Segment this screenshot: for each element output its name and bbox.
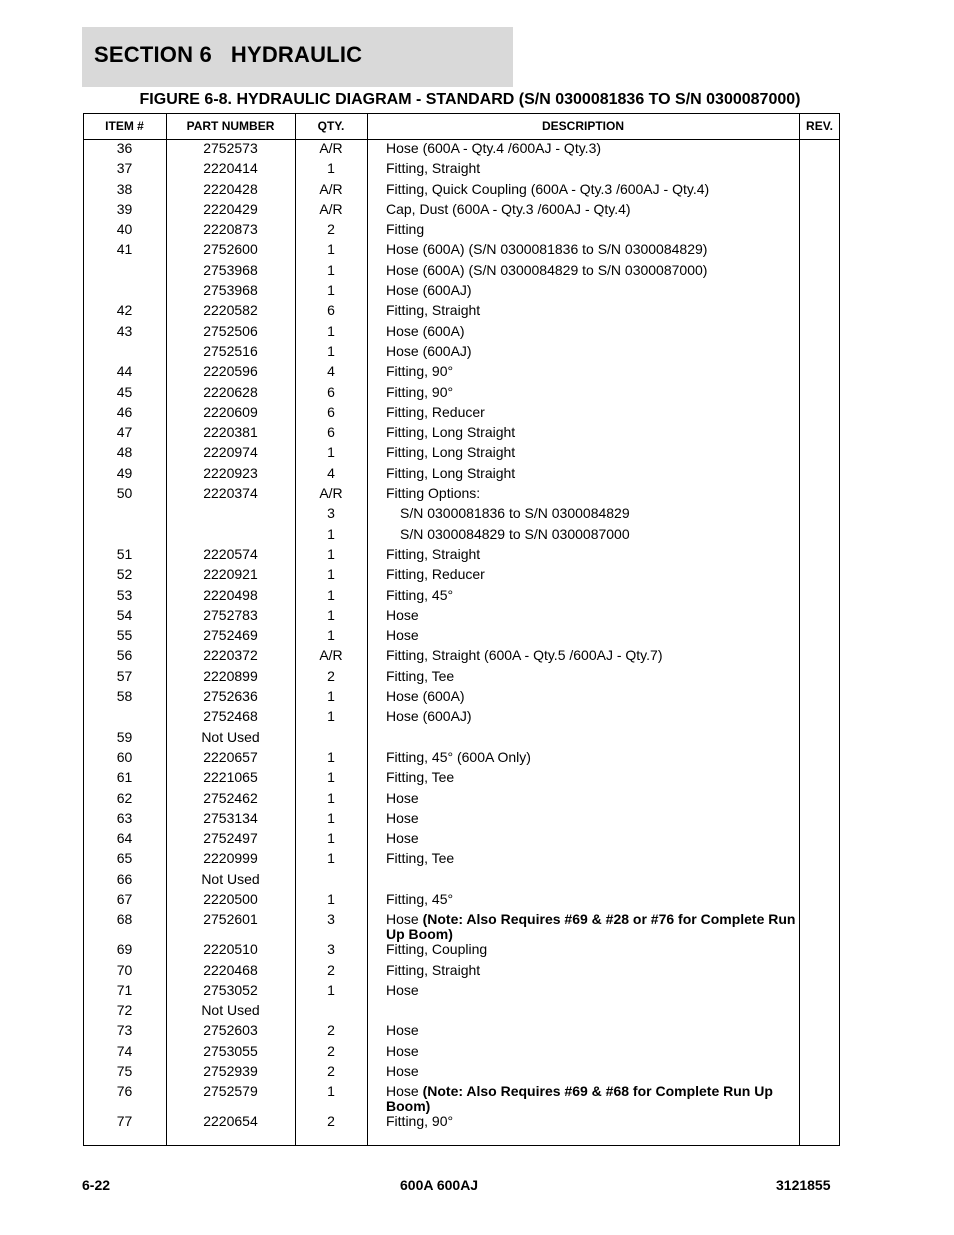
qty-cell: 1 bbox=[327, 261, 335, 278]
table-row bbox=[83, 730, 840, 750]
item-number-cell: 45 bbox=[116, 383, 133, 400]
description-text: Hose (600A) bbox=[386, 322, 465, 339]
qty-cell: 1 bbox=[327, 769, 335, 786]
column-header-item: ITEM # bbox=[105, 119, 144, 133]
table-row bbox=[83, 202, 840, 222]
description-cell bbox=[386, 445, 796, 460]
item-number-cell: 71 bbox=[116, 981, 133, 998]
item-number-cell: 70 bbox=[116, 961, 133, 978]
part-number-cell: 2220654 bbox=[203, 1113, 258, 1130]
description-text: Hose bbox=[386, 627, 419, 644]
description-text: Fitting, Tee bbox=[386, 667, 455, 684]
table-row bbox=[83, 689, 840, 709]
table-row bbox=[83, 445, 840, 465]
description-text: Fitting, 45° bbox=[386, 890, 454, 907]
part-number-cell: 2220510 bbox=[203, 941, 258, 958]
part-number-cell: 2752573 bbox=[203, 140, 258, 156]
description-cell bbox=[386, 689, 796, 704]
description-text: Fitting, Straight bbox=[386, 961, 481, 978]
table-row bbox=[83, 942, 840, 962]
column-header-part-number: PART NUMBER bbox=[186, 119, 275, 133]
description-cell bbox=[386, 791, 796, 806]
part-number-cell: 2220574 bbox=[203, 545, 258, 562]
description-cell bbox=[400, 527, 810, 542]
part-number-cell: 2220873 bbox=[203, 221, 258, 238]
qty-cell: 4 bbox=[327, 464, 335, 481]
item-number-cell: 38 bbox=[116, 180, 133, 197]
qty-cell: 1 bbox=[327, 789, 335, 806]
description-text: Cap, Dust (600A - Qty.3 /600AJ - Qty.4) bbox=[386, 200, 631, 217]
qty-cell: 6 bbox=[327, 302, 335, 319]
description-cell bbox=[386, 851, 796, 866]
description-text: Fitting, 90° bbox=[386, 363, 454, 380]
item-number-cell: 63 bbox=[116, 809, 133, 826]
table-row bbox=[83, 588, 840, 608]
description-text: Fitting, Tee bbox=[386, 850, 455, 867]
description-text: Fitting, 90° bbox=[386, 1113, 454, 1130]
description-text: Fitting, Straight (600A - Qty.5 /600AJ - Qty.7) bbox=[386, 647, 663, 664]
item-number-cell: 51 bbox=[116, 545, 133, 562]
description-cell bbox=[386, 892, 796, 907]
table-row bbox=[83, 770, 840, 790]
description-cell bbox=[386, 872, 796, 887]
item-number-cell: 59 bbox=[116, 728, 133, 745]
table-row bbox=[83, 161, 840, 181]
qty-cell: 1 bbox=[327, 545, 335, 562]
part-number-cell: 2753055 bbox=[203, 1042, 258, 1059]
description-cell bbox=[386, 344, 796, 359]
description-text: S/N 0300084829 to S/N 0300087000 bbox=[400, 525, 630, 542]
part-number-cell: 2220428 bbox=[203, 180, 258, 197]
item-number-cell: 49 bbox=[116, 464, 133, 481]
footer-page-number: 6-22 bbox=[82, 1177, 111, 1193]
table-row bbox=[83, 912, 840, 942]
description-text: Fitting, Long Straight bbox=[386, 444, 516, 461]
qty-cell: 1 bbox=[327, 241, 335, 258]
qty-cell: 1 bbox=[327, 748, 335, 765]
table-row bbox=[83, 669, 840, 689]
description-cell bbox=[386, 709, 796, 724]
description-text: Hose bbox=[386, 830, 419, 847]
item-number-cell: 68 bbox=[116, 911, 133, 928]
part-number-cell: 2220974 bbox=[203, 444, 258, 461]
description-cell bbox=[386, 942, 796, 957]
part-number-cell: 2220374 bbox=[203, 485, 258, 502]
item-number-cell: 64 bbox=[116, 830, 133, 847]
item-number-cell: 74 bbox=[116, 1042, 133, 1059]
table-row bbox=[83, 872, 840, 892]
part-number-cell: 2752783 bbox=[203, 606, 258, 623]
description-cell bbox=[386, 811, 796, 826]
qty-cell: 6 bbox=[327, 424, 335, 441]
table-row bbox=[83, 983, 840, 1003]
item-number-cell: 75 bbox=[116, 1063, 133, 1080]
description-text: Hose (600A) bbox=[386, 688, 465, 705]
item-number-cell: 55 bbox=[116, 627, 133, 644]
part-number-cell: 2220657 bbox=[203, 748, 258, 765]
table-row bbox=[83, 567, 840, 587]
item-number-cell: 60 bbox=[116, 748, 133, 765]
description-cell bbox=[386, 608, 796, 623]
description-text: Fitting, Tee bbox=[386, 769, 455, 786]
description-cell bbox=[386, 182, 796, 197]
description-cell bbox=[386, 1064, 796, 1079]
item-number-cell: 39 bbox=[116, 200, 133, 217]
table-row bbox=[83, 182, 840, 202]
description-cell bbox=[386, 486, 796, 501]
part-number-cell: 2220596 bbox=[203, 363, 258, 380]
part-number-cell: 2220429 bbox=[203, 200, 258, 217]
item-number-cell: 62 bbox=[116, 789, 133, 806]
qty-cell: A/R bbox=[319, 485, 343, 502]
table-row bbox=[83, 222, 840, 242]
table-row bbox=[83, 628, 840, 648]
qty-cell: 3 bbox=[327, 505, 335, 522]
qty-cell: 1 bbox=[327, 606, 335, 623]
description-text: Fitting, 90° bbox=[386, 383, 454, 400]
description-text: Fitting Options: bbox=[386, 485, 481, 502]
qty-cell: 2 bbox=[327, 1022, 335, 1039]
description-text: Fitting, Straight bbox=[386, 160, 481, 177]
description-text: Fitting, Reducer bbox=[386, 566, 485, 583]
item-number-cell: 50 bbox=[116, 485, 133, 502]
qty-cell: 1 bbox=[327, 890, 335, 907]
part-number-cell: 2753968 bbox=[203, 261, 258, 278]
column-header-description: DESCRIPTION bbox=[541, 119, 624, 133]
table-row bbox=[83, 1114, 840, 1134]
part-number-cell: 2221065 bbox=[203, 769, 258, 786]
description-text: Fitting, Straight bbox=[386, 302, 481, 319]
table-row bbox=[83, 963, 840, 983]
item-number-cell: 47 bbox=[116, 424, 133, 441]
table-row bbox=[83, 851, 840, 871]
footer-doc-number: 3121855 bbox=[776, 1177, 831, 1193]
part-number-cell: 2220372 bbox=[203, 647, 258, 664]
description-cell bbox=[386, 1114, 796, 1129]
description-cell bbox=[386, 324, 796, 339]
part-number-cell: 2752469 bbox=[203, 627, 258, 644]
description-text: Hose bbox=[386, 1083, 419, 1100]
description-cell bbox=[386, 283, 796, 298]
part-number-cell: 2752600 bbox=[203, 241, 258, 258]
qty-cell: 1 bbox=[327, 981, 335, 998]
description-cell bbox=[386, 912, 796, 942]
part-number-cell: Not Used bbox=[201, 870, 260, 887]
item-number-cell: 46 bbox=[116, 403, 133, 420]
column-header-qty: QTY. bbox=[317, 119, 345, 133]
description-note: (Note: Also Requires #69 & #68 for Complete Run Up Boom) bbox=[386, 1083, 773, 1115]
description-text: Fitting, Long Straight bbox=[386, 464, 516, 481]
qty-cell: 1 bbox=[327, 688, 335, 705]
description-cell bbox=[386, 1023, 796, 1038]
item-number-cell: 37 bbox=[116, 160, 133, 177]
description-cell bbox=[386, 385, 796, 400]
description-text: Hose bbox=[386, 1042, 419, 1059]
description-text: Hose bbox=[386, 1063, 419, 1080]
description-text: Hose (600AJ) bbox=[386, 282, 472, 299]
item-number-cell: 66 bbox=[116, 870, 133, 887]
description-cell bbox=[386, 648, 796, 663]
description-text: S/N 0300081836 to S/N 0300084829 bbox=[400, 505, 630, 522]
part-number-cell: 2752516 bbox=[203, 342, 258, 359]
part-number-cell: Not Used bbox=[201, 1002, 260, 1019]
description-text: Hose bbox=[386, 981, 419, 998]
part-number-cell: 2752497 bbox=[203, 830, 258, 847]
table-row bbox=[83, 791, 840, 811]
part-number-cell: Not Used bbox=[201, 728, 260, 745]
column-header-rev: REV. bbox=[806, 119, 833, 133]
qty-cell: 1 bbox=[327, 586, 335, 603]
description-cell bbox=[386, 202, 796, 217]
item-number-cell: 73 bbox=[116, 1022, 133, 1039]
item-number-cell: 43 bbox=[116, 322, 133, 339]
description-text: Hose bbox=[386, 1022, 419, 1039]
description-cell bbox=[386, 425, 796, 440]
item-number-cell: 42 bbox=[116, 302, 133, 319]
description-cell bbox=[386, 547, 796, 562]
table-row bbox=[83, 831, 840, 851]
qty-cell: 1 bbox=[327, 282, 335, 299]
description-text: Fitting, Coupling bbox=[386, 941, 488, 958]
description-text: Hose (600AJ) bbox=[386, 342, 472, 359]
table-row bbox=[83, 263, 840, 283]
section-title: SECTION 6 HYDRAULIC bbox=[94, 42, 363, 67]
qty-cell: A/R bbox=[319, 180, 343, 197]
description-cell bbox=[386, 770, 796, 785]
qty-cell: 1 bbox=[327, 444, 335, 461]
part-number-cell: 2752601 bbox=[203, 911, 258, 928]
description-text: Hose (600A) (S/N 0300081836 to S/N 0300084829) bbox=[386, 241, 708, 258]
part-number-cell: 2220582 bbox=[203, 302, 258, 319]
part-number-cell: 2220999 bbox=[203, 850, 258, 867]
description-cell bbox=[386, 161, 796, 176]
qty-cell: 3 bbox=[327, 911, 335, 928]
qty-cell: 1 bbox=[327, 809, 335, 826]
qty-cell: 1 bbox=[327, 708, 335, 725]
qty-cell: 2 bbox=[327, 961, 335, 978]
item-number-cell: 57 bbox=[116, 667, 133, 684]
description-text: Fitting, Straight bbox=[386, 545, 481, 562]
table-row bbox=[83, 425, 840, 445]
part-number-cell: 2220381 bbox=[203, 424, 258, 441]
description-cell bbox=[386, 364, 796, 379]
part-number-cell: 2752636 bbox=[203, 688, 258, 705]
qty-cell: 1 bbox=[327, 566, 335, 583]
description-cell bbox=[386, 1084, 796, 1114]
qty-cell: 6 bbox=[327, 403, 335, 420]
table-row bbox=[83, 364, 840, 384]
description-text: Hose (600A) (S/N 0300084829 to S/N 0300087000) bbox=[386, 261, 708, 278]
description-cell bbox=[386, 750, 796, 765]
table-row bbox=[83, 527, 840, 547]
description-cell bbox=[386, 983, 796, 998]
description-cell bbox=[386, 831, 796, 846]
table-body bbox=[83, 141, 840, 1135]
qty-cell: 2 bbox=[327, 1042, 335, 1059]
table-row bbox=[83, 344, 840, 364]
table-row bbox=[83, 385, 840, 405]
description-cell bbox=[386, 567, 796, 582]
description-cell bbox=[386, 963, 796, 978]
description-text: Fitting, Reducer bbox=[386, 403, 485, 420]
table-row bbox=[83, 1003, 840, 1023]
part-number-cell: 2220921 bbox=[203, 566, 258, 583]
part-number-cell: 2753134 bbox=[203, 809, 258, 826]
description-cell bbox=[400, 506, 810, 521]
qty-cell: 1 bbox=[327, 830, 335, 847]
description-cell bbox=[386, 303, 796, 318]
description-cell bbox=[386, 222, 796, 237]
table-row bbox=[83, 892, 840, 912]
item-number-cell: 56 bbox=[116, 647, 133, 664]
item-number-cell: 58 bbox=[116, 688, 133, 705]
qty-cell: 1 bbox=[327, 322, 335, 339]
part-number-cell: 2220899 bbox=[203, 667, 258, 684]
qty-cell: 1 bbox=[327, 160, 335, 177]
description-cell bbox=[386, 1003, 796, 1018]
description-cell bbox=[386, 588, 796, 603]
part-number-cell: 2220628 bbox=[203, 383, 258, 400]
item-number-cell: 69 bbox=[116, 941, 133, 958]
table-row bbox=[83, 547, 840, 567]
qty-cell: 2 bbox=[327, 667, 335, 684]
table-row bbox=[83, 750, 840, 770]
description-cell bbox=[386, 141, 796, 156]
description-text: Fitting, 45° (600A Only) bbox=[386, 748, 531, 765]
item-number-cell: 53 bbox=[116, 586, 133, 603]
table-row bbox=[83, 141, 840, 161]
table-row bbox=[83, 709, 840, 729]
part-number-cell: 2752506 bbox=[203, 322, 258, 339]
table-row bbox=[83, 648, 840, 668]
description-text: Fitting, Quick Coupling (600A - Qty.3 /600AJ - Qty.4) bbox=[386, 180, 710, 197]
part-number-cell: 2220498 bbox=[203, 586, 258, 603]
part-number-cell: 2753052 bbox=[203, 981, 258, 998]
description-cell bbox=[386, 466, 796, 481]
table-row bbox=[83, 608, 840, 628]
item-number-cell: 54 bbox=[116, 606, 133, 623]
item-number-cell: 36 bbox=[116, 140, 133, 156]
table-row bbox=[83, 303, 840, 323]
figure-title: FIGURE 6-8. HYDRAULIC DIAGRAM - STANDARD (S/N 0300081836 TO S/N 0300087000) bbox=[139, 91, 801, 108]
qty-cell: 1 bbox=[327, 342, 335, 359]
description-cell bbox=[386, 730, 796, 745]
description-cell bbox=[386, 669, 796, 684]
description-text: Hose bbox=[386, 789, 419, 806]
qty-cell: 4 bbox=[327, 363, 335, 380]
description-note: (Note: Also Requires #69 & #28 or #76 for Complete Run Up Boom) bbox=[386, 911, 796, 943]
part-number-cell: 2752462 bbox=[203, 789, 258, 806]
qty-cell: 2 bbox=[327, 221, 335, 238]
table-row bbox=[83, 811, 840, 831]
table-row bbox=[83, 324, 840, 344]
table-row bbox=[83, 506, 840, 526]
table-row bbox=[83, 242, 840, 262]
item-number-cell: 44 bbox=[116, 363, 133, 380]
item-number-cell: 40 bbox=[116, 221, 133, 238]
qty-cell: 1 bbox=[327, 525, 335, 542]
qty-cell: A/R bbox=[319, 140, 343, 156]
part-number-cell: 2220500 bbox=[203, 890, 258, 907]
table-row bbox=[83, 1023, 840, 1043]
part-number-cell: 2220923 bbox=[203, 464, 258, 481]
part-number-cell: 2752939 bbox=[203, 1063, 258, 1080]
part-number-cell: 2220414 bbox=[203, 160, 258, 177]
part-number-cell: 2752579 bbox=[203, 1083, 258, 1100]
item-number-cell: 52 bbox=[116, 566, 133, 583]
description-text: Fitting, 45° bbox=[386, 586, 454, 603]
item-number-cell: 76 bbox=[116, 1083, 133, 1100]
part-number-cell: 2752603 bbox=[203, 1022, 258, 1039]
part-number-cell: 2220609 bbox=[203, 403, 258, 420]
qty-cell: 2 bbox=[327, 1113, 335, 1130]
description-cell bbox=[386, 1044, 796, 1059]
part-number-cell: 2752468 bbox=[203, 708, 258, 725]
description-text: Fitting bbox=[386, 221, 425, 238]
description-text: Fitting, Long Straight bbox=[386, 424, 516, 441]
item-number-cell: 48 bbox=[116, 444, 133, 461]
qty-cell: 1 bbox=[327, 850, 335, 867]
qty-cell: A/R bbox=[319, 200, 343, 217]
description-text: Hose (600AJ) bbox=[386, 708, 472, 725]
item-number-cell: 77 bbox=[116, 1113, 133, 1130]
description-text: Hose bbox=[386, 911, 419, 928]
description-text: Hose bbox=[386, 606, 419, 623]
description-cell bbox=[386, 405, 796, 420]
table-row bbox=[83, 466, 840, 486]
qty-cell: 3 bbox=[327, 941, 335, 958]
item-number-cell: 61 bbox=[116, 769, 133, 786]
table-row bbox=[83, 1044, 840, 1064]
item-number-cell: 65 bbox=[116, 850, 133, 867]
table-row bbox=[83, 1064, 840, 1084]
description-cell bbox=[386, 242, 796, 257]
qty-cell: 1 bbox=[327, 1083, 335, 1100]
part-number-cell: 2753968 bbox=[203, 282, 258, 299]
description-cell bbox=[386, 628, 796, 643]
description-text: Hose bbox=[386, 809, 419, 826]
qty-cell: 1 bbox=[327, 627, 335, 644]
item-number-cell: 67 bbox=[116, 890, 133, 907]
item-number-cell: 72 bbox=[116, 1002, 133, 1019]
qty-cell: 6 bbox=[327, 383, 335, 400]
table-row bbox=[83, 283, 840, 303]
description-cell bbox=[386, 263, 796, 278]
item-number-cell: 41 bbox=[116, 241, 133, 258]
description-text: Hose (600A - Qty.4 /600AJ - Qty.3) bbox=[386, 140, 602, 156]
footer-model: 600A 600AJ bbox=[400, 1177, 479, 1193]
table-row bbox=[83, 1084, 840, 1114]
table-row bbox=[83, 405, 840, 425]
qty-cell: A/R bbox=[319, 647, 343, 664]
qty-cell: 2 bbox=[327, 1063, 335, 1080]
table-row bbox=[83, 486, 840, 506]
part-number-cell: 2220468 bbox=[203, 961, 258, 978]
